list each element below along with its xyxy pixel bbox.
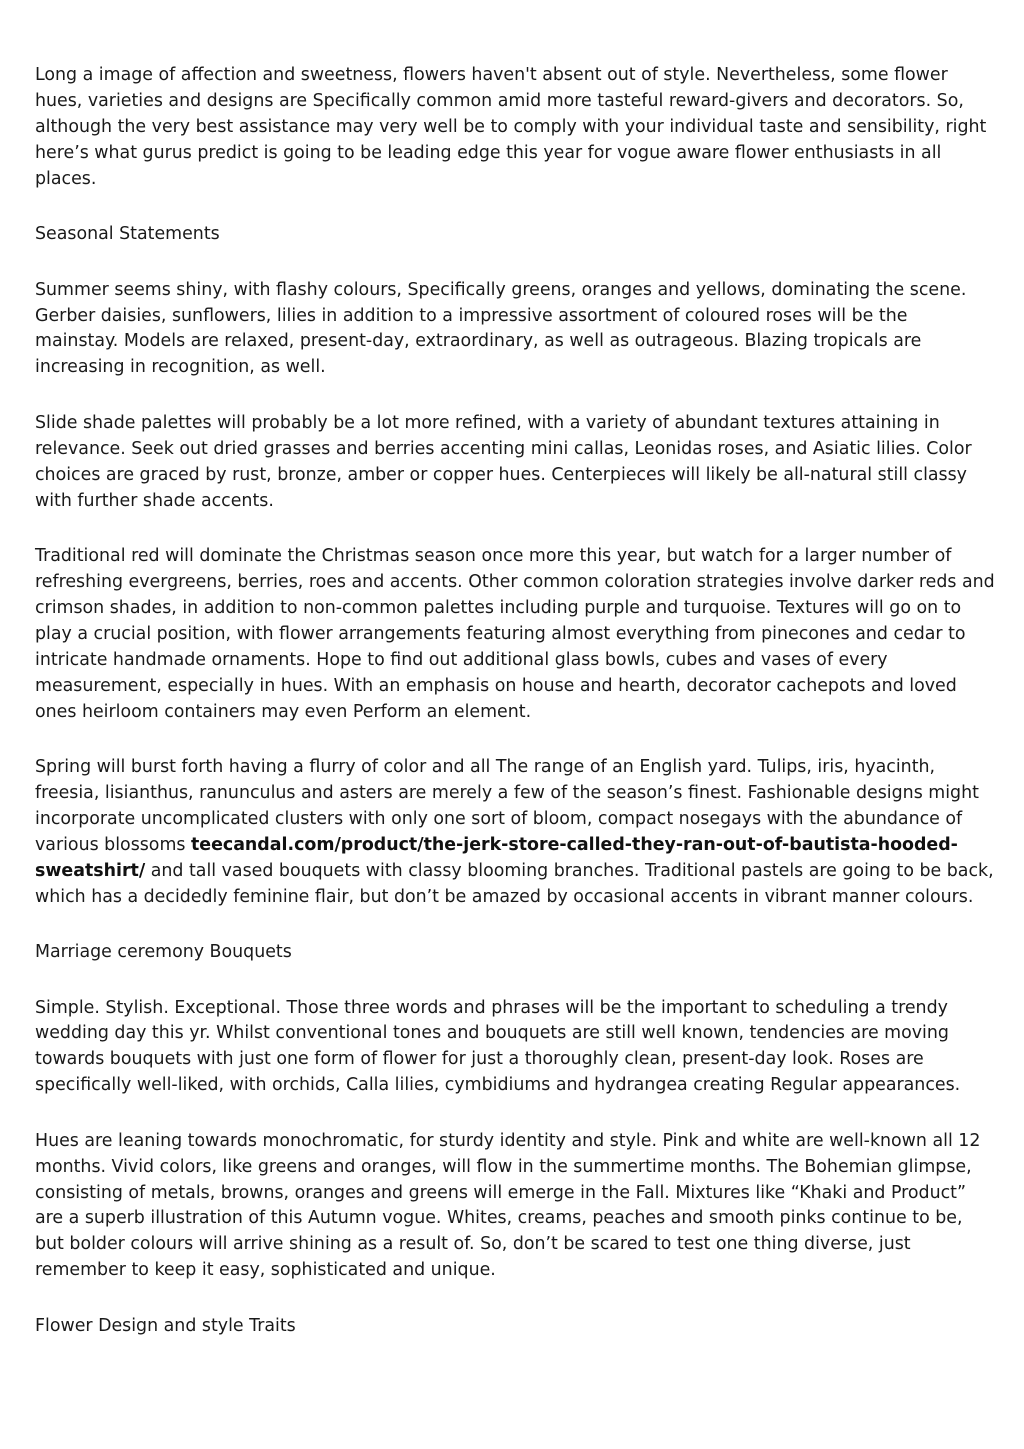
spring-paragraph xyxy=(35,755,995,910)
document-body xyxy=(35,63,995,1369)
product-link[interactable]: teecandal.com/product/the-jerk-store-called-they-ran-out-of-bautista-hooded-sweatshirt/ xyxy=(35,834,958,881)
hues-paragraph: Hues are leaning towards monochromatic, for sturdy identity and style. Pink and white are well-known all 12 months. Vivid colors, like greens and oranges, will flow in the summertime months. The Bohemian glimpse, consisting of metals, browns, oranges and greens will emerge in the Fall. Mixtures like “Khaki and Product” are a superb illustration of this Autumn vogue. Whites, creams, peaches and smooth pinks continue to be, but bolder colours will arrive shining as a result of. So, don’t be scared to test one thing diverse, just remember to keep it easy, sophisticated and unique. xyxy=(35,1130,981,1281)
section-heading-marriage: Marriage ceremony Bouquets xyxy=(35,942,292,963)
section-heading-flower-design: Flower Design and style Traits xyxy=(35,1315,296,1336)
spring-text-before: Spring will burst forth having a flurry of color and all The range of an English yard. Tulips, iris, hyacinth, freesia, lisianthus, ranunculus and asters are merely a few of the season’s finest. Fashionable designs might incorporate uncomplicated clusters with only one sort of bloom, compact nosegays with the abundance of various blossoms xyxy=(35,757,979,855)
spring-text-after: and tall vased bouquets with classy blooming branches. Traditional pastels are going to be back, which has a decidedly feminine flair, but don’t be amazed by occasional accents in vibrant manner colours. xyxy=(35,860,994,907)
wedding-paragraph: Simple. Stylish. Exceptional. Those three words and phrases will be the important to scheduling a trendy wedding day this yr. Whilst conventional tones and bouquets are still well known, tendencies are moving towards bouquets with just one form of flower for just a thoroughly clean, present-day look. Roses are specifically well-liked, with orchids, Calla lilies, cymbidiums and hydrangea creating Regular appearances. xyxy=(35,997,961,1096)
fall-paragraph: Slide shade palettes will probably be a lot more refined, with a variety of abundant textures attaining in relevance. Seek out dried grasses and berries accenting mini callas, Leonidas roses, and Asiatic lilies. Color choices are graced by rust, bronze, amber or copper hues. Centerpieces will likely be all-natural still classy with further shade accents. xyxy=(35,412,972,511)
christmas-paragraph: Traditional red will dominate the Christmas season once more this year, but watch for a larger number of refreshing evergreens, berries, roes and accents. Other common coloration strategies involve darker reds and crimson shades, in addition to non-common palettes including purple and turquoise. Textures will go on to play a crucial position, with flower arrangements featuring almost everything from pinecones and cedar to intricate handmade ornaments. Hope to find out additional glass bowls, cubes and vases of every measurement, especially in hues. With an emphasis on house and hearth, decorator cachepots and loved ones heirloom containers may even Perform an element. xyxy=(35,546,995,722)
summer-paragraph: Summer seems shiny, with flashy colours, Specifically greens, oranges and yellows, dominating the scene. Gerber daisies, sunflowers, lilies in addition to a impressive assortment of coloured roses will be the mainstay. Models are relaxed, present-day, extraordinary, as well as outrageous. Blazing tropicals are increasing in recognition, as well. xyxy=(35,279,967,378)
intro-paragraph: Long a image of affection and sweetness, flowers haven't absent out of style. Nevertheless, some flower hues, varieties and designs are Specifically common amid more tasteful reward-givers and decorators. So, although the very best assistance may very well be to comply with your individual taste and sensibility, right here’s what gurus predict is going to be leading edge this year for vogue aware flower enthusiasts in all places. xyxy=(35,65,987,189)
section-heading-seasonal: Seasonal Statements xyxy=(35,224,220,245)
